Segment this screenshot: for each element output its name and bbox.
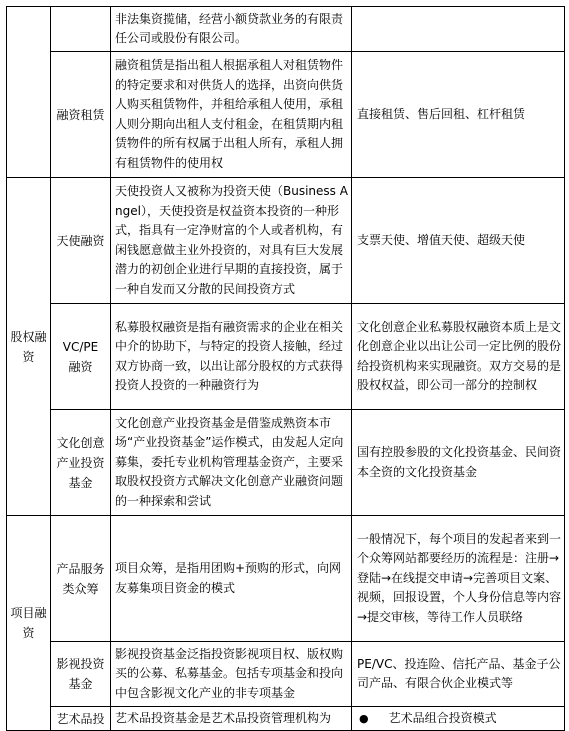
table-row xyxy=(7,410,565,516)
category-cell: 项目融资 xyxy=(7,516,51,731)
description-cell: 文化创意产业投资基金是借鉴成熟资本市场“产业投资基金”运作模式，由发起人定向募集，委托专业机构管理基金资产，主要采取股权投资方式解决文化创意产业融资问题的一种探索和尝试 xyxy=(111,410,352,516)
types-cell: PE/VC、投连险、信托产品、基金子公司产品、有限合伙企业模式等 xyxy=(352,642,565,707)
table-row xyxy=(7,52,565,178)
description-cell: 项目众筹，是指用团购+预购的形式，向网友募集项目资金的模式 xyxy=(111,516,352,642)
types-text: 艺术品组合投资模式 xyxy=(388,710,497,725)
table-row xyxy=(7,516,565,642)
types-cell: 支票天使、增值天使、超级天使 xyxy=(352,178,565,304)
method-name-cell xyxy=(51,7,111,52)
method-name-cell: 天使融资 xyxy=(51,178,111,304)
method-name-cell: VC/PE 融资 xyxy=(51,304,111,410)
description-cell: 融资租赁是指出租人根据承租人对租赁物件的特定要求和对供货人的选择，出资向供货人购买租赁物件，并租给承租人使用，承租人则分期向出租人支付租金，在租赁期内租赁物件的所有权属于出租人所有，承租人拥有租赁物件的使用权 xyxy=(111,52,352,178)
table-row xyxy=(7,178,565,304)
types-cell: 直接租赁、售后回租、杠杆租赁 xyxy=(352,52,565,178)
description-cell: 非法集资揽储，经营小额贷款业务的有限责任公司或股份有限公司。 xyxy=(111,7,352,52)
table-row xyxy=(7,642,565,707)
method-name-cell: 产品服务类众筹 xyxy=(51,516,111,642)
types-cell: 一般情况下，每个项目的发起者来到一个众筹网站都要经历的流程是：注册→登陆→在线提交申请→完善项目文案、视频，回报设置，个人身份信息等内容→提交审核，等待工作人员联络 xyxy=(352,516,565,642)
category-cell xyxy=(7,7,51,178)
bullet-icon: ● xyxy=(359,711,369,725)
table-row xyxy=(7,304,565,410)
description-cell: 艺术品投资基金是艺术品投资管理机构为 xyxy=(111,707,352,731)
method-name-cell: 艺术品投 xyxy=(51,707,111,731)
types-cell xyxy=(352,707,565,731)
method-name-cell: 文化创意产业投资基金 xyxy=(51,410,111,516)
types-cell: 文化创意企业私募股权融资本质上是文化创意企业以出让公司一定比例的股份给投资机构来实现融资。双方交易的是股权权益，即公司一部分的控制权 xyxy=(352,304,565,410)
method-name-cell: 影视投资基金 xyxy=(51,642,111,707)
financing-methods-table xyxy=(6,6,565,731)
description-cell: 私募股权融资是指有融资需求的企业在相关中介的协助下，与特定的投资人接触，经过双方协商一致，以出让部分股权的方式获得投资人投资的一种融资行为 xyxy=(111,304,352,410)
category-cell: 股权融资 xyxy=(7,178,51,516)
description-cell: 天使投资人又被称为投资天使（Business Angel），天使投资是权益资本投资的一种形式，指具有一定净财富的个人或者机构，有闲钱愿意做主业外投资的，对具有巨大发展潜力的初创企业进行早期的直接投资，属于一种自发而又分散的民间投资方式 xyxy=(111,178,352,304)
description-cell: 影视投资基金泛指投资影视项目权、版权购买的公募、私募基金。包括专项基金和投向中包含影视文化产业的非专项基金 xyxy=(111,642,352,707)
types-cell xyxy=(352,7,565,52)
table-row xyxy=(7,7,565,52)
method-name-cell: 融资租赁 xyxy=(51,52,111,178)
table-row xyxy=(7,707,565,731)
types-cell: 国有控股参股的文化投资基金、民间资本全资的文化投资基金 xyxy=(352,410,565,516)
